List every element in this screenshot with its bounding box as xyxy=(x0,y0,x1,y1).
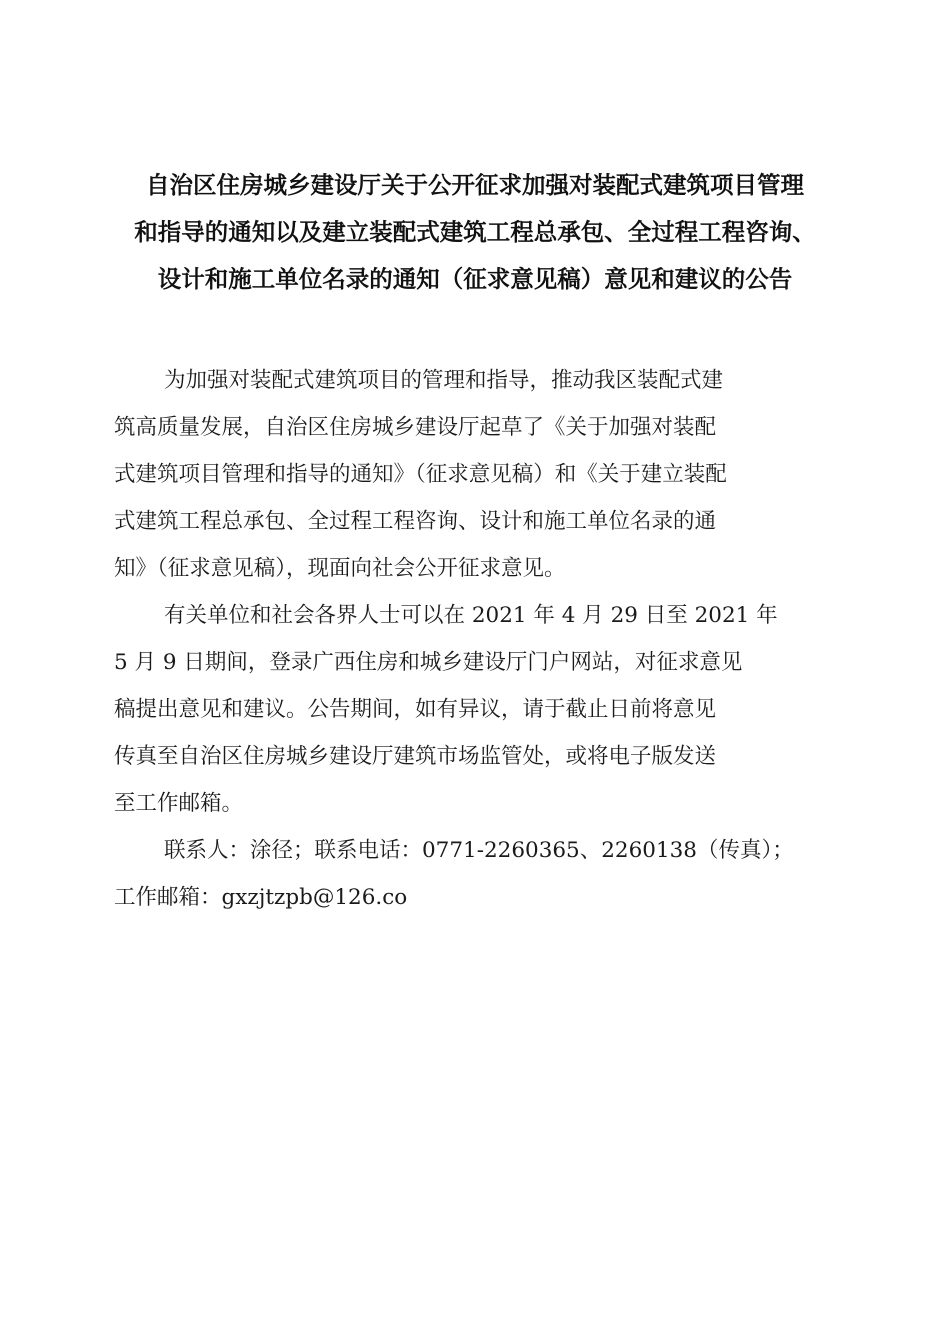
paragraph-1-line-1: 为加强对装配式建筑项目的管理和指导，推动我区装配式建 xyxy=(164,368,724,393)
title-line-3: 设计和施工单位名录的通知（征求意见稿）意见和建议的公告 xyxy=(157,265,793,293)
paragraph-2-line-2: 5 月 9 日期间，登录广西住房和城乡建设厅门户网站，对征求意见 xyxy=(114,650,743,675)
paragraph-2-line-5: 至工作邮箱。 xyxy=(114,791,244,816)
paragraph-3-line-1: 联系人：涂径；联系电话：0771-2260365、2260138（传真）； xyxy=(164,838,794,863)
paragraph-1-line-5: 知》（征求意见稿），现面向社会公开征求意见。 xyxy=(114,556,566,581)
paragraph-1-line-4: 式建筑工程总承包、全过程工程咨询、设计和施工单位名录的通 xyxy=(114,509,717,534)
paragraph-1-line-2: 筑高质量发展，自治区住房城乡建设厅起草了《关于加强对装配 xyxy=(114,415,717,440)
paragraph-3-line-2: 工作邮箱：gxzjtzpb@126.co xyxy=(114,885,408,910)
paragraph-2-line-3: 稿提出意见和建议。公告期间，如有异议，请于截止日前将意见 xyxy=(114,697,717,722)
paragraph-1-line-3: 式建筑项目管理和指导的通知》（征求意见稿）和《关于建立装配 xyxy=(114,462,727,487)
document-title xyxy=(100,162,850,303)
title-line-2: 和指导的通知以及建立装配式建筑工程总承包、全过程工程咨询、 xyxy=(134,218,816,246)
paragraph-2-line-1: 有关单位和社会各界人士可以在 2021 年 4 月 29 日至 2021 年 xyxy=(164,603,778,628)
paragraph-2-line-4: 传真至自治区住房城乡建设厅建筑市场监管处，或将电子版发送 xyxy=(114,744,717,769)
title-line-1: 自治区住房城乡建设厅关于公开征求加强对装配式建筑项目管理 xyxy=(146,171,804,199)
